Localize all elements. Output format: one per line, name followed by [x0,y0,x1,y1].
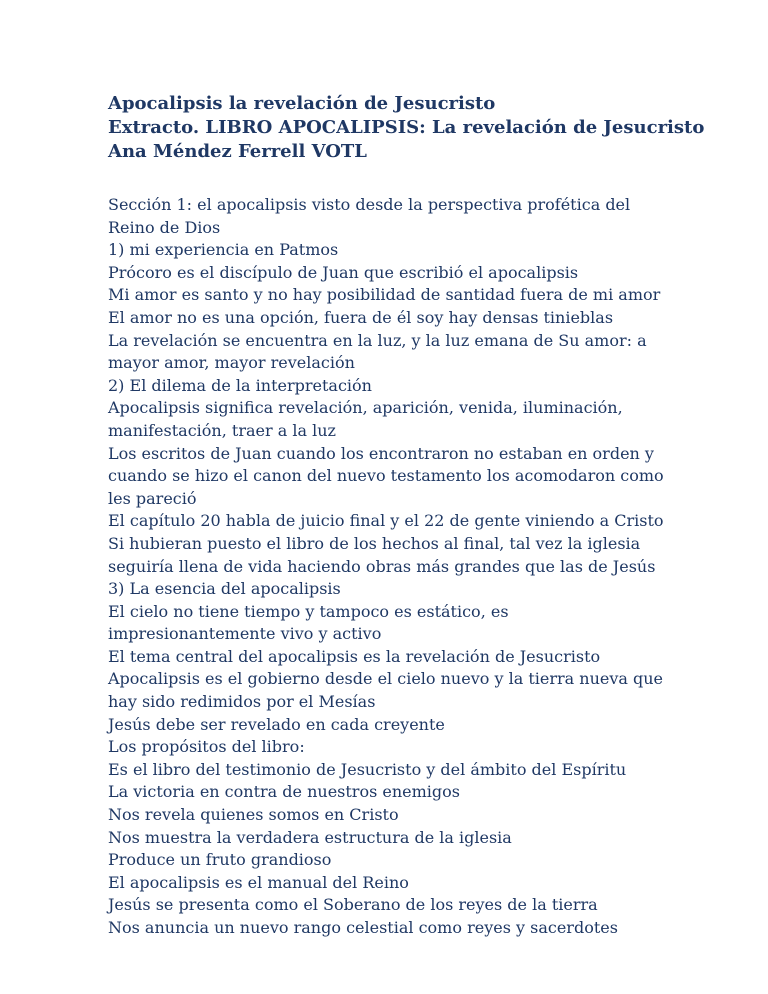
list-item: Produce un fruto grandioso [108,850,332,870]
subsection-heading: 3) La esencia del apocalipsis [108,579,341,599]
body-line: La revelación se encuentra en la luz, y la luz emana de Su amor: a mayor amor, mayor revelación [108,330,647,373]
body-line: Mi amor es santo y no hay posibilidad de santidad fuera de mi amor [108,285,661,305]
body-line: Los escritos de Juan cuando los encontraron no estaban en orden y cuando se hizo el canon del nuevo testamento los acomodaron como les pareció [108,443,664,508]
document-subtitle: Extracto. LIBRO APOCALIPSIS: La revelación de Jesucristo [108,117,705,138]
list-item: La victoria en contra de nuestros enemigos [108,782,460,802]
body-line: Jesús debe ser revelado en cada creyente [108,714,445,734]
list-item: Jesús se presenta como el Soberano de los reyes de la tierra [108,895,598,915]
list-heading: Los propósitos del libro: [108,737,305,757]
list-item: Es el libro del testimonio de Jesucristo y del ámbito del Espíritu [108,759,627,779]
subsection-heading: 1) mi experiencia en Patmos [108,240,339,260]
body-line: El tema central del apocalipsis es la revelación de Jesucristo [108,646,601,666]
body-line: Si hubieran puesto el libro de los hechos al final, tal vez la iglesia seguiría llena de vida haciendo obras más grandes que las de Jesús [108,533,656,576]
document-title: Apocalipsis la revelación de Jesucristo [108,93,496,114]
list-item: El apocalipsis es el manual del Reino [108,872,409,892]
body-line: Apocalipsis significa revelación, aparición, venida, iluminación, manifestación, traer a la luz [108,398,623,440]
section-heading: Sección 1: el apocalipsis visto desde la perspectiva profética del Reino de Dios [108,195,631,237]
body-line: El cielo no tiene tiempo y tampoco es estático, es impresionantemente vivo y activo [108,601,509,644]
list-item: Nos revela quienes somos en Cristo [108,805,399,825]
body-line: El capítulo 20 habla de juicio final y el 22 de gente viniendo a Cristo [108,511,664,531]
document-author: Ana Méndez Ferrell VOTL [108,141,367,162]
document-body [108,194,668,940]
body-line: Prócoro es el discípulo de Juan que escribió el apocalipsis [108,262,579,282]
body-line: Apocalipsis es el gobierno desde el cielo nuevo y la tierra nueva que hay sido redimidos por el Mesías [108,669,664,712]
subsection-heading: 2) El dilema de la interpretación [108,375,372,395]
document-title-block [108,92,705,164]
list-item: Nos muestra la verdadera estructura de la iglesia [108,827,512,847]
list-item: Nos anuncia un nuevo rango celestial como reyes y sacerdotes [108,918,618,937]
document-page [108,92,705,940]
body-line: El amor no es una opción, fuera de él soy hay densas tinieblas [108,307,614,327]
